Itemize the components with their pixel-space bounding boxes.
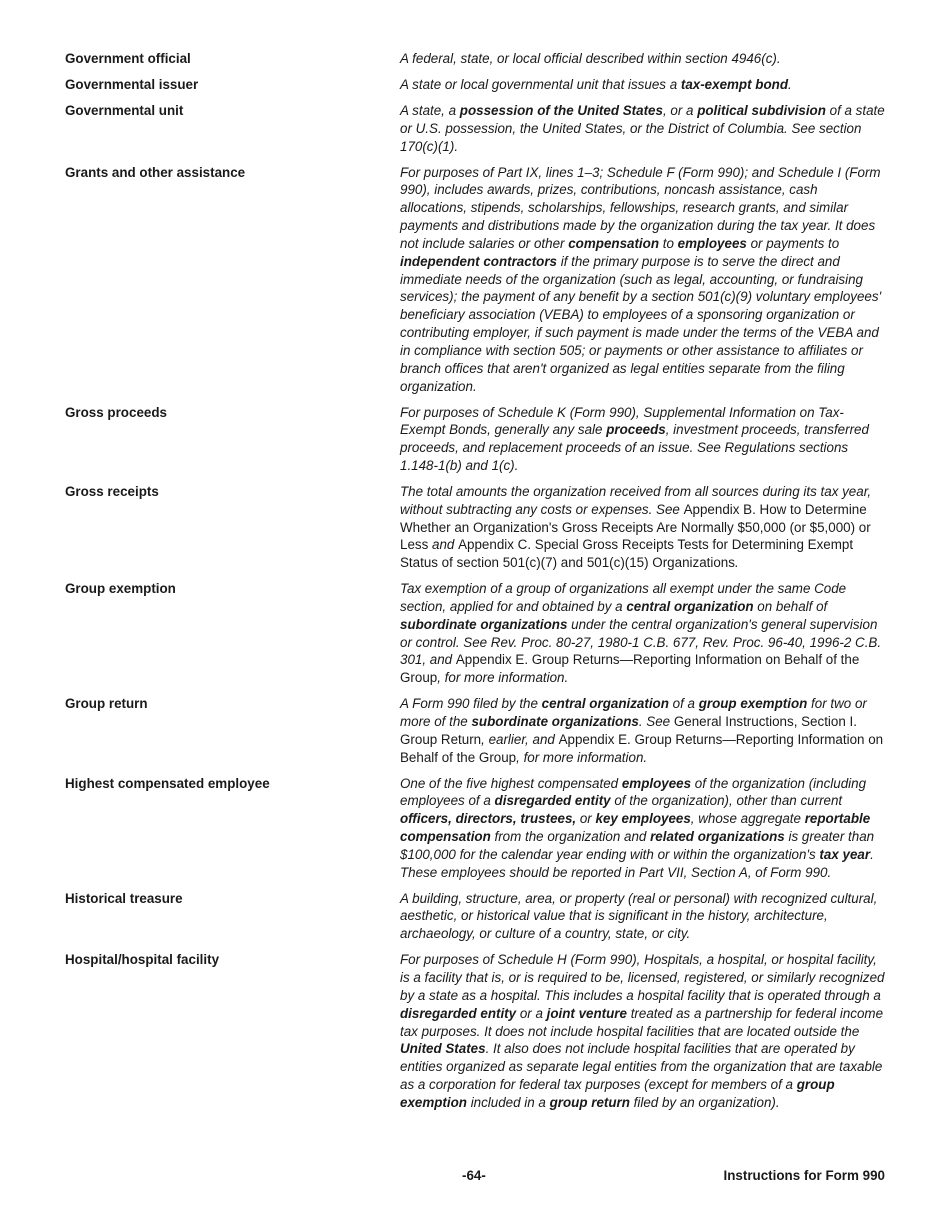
definition-text: of the organization), other than current <box>610 793 843 809</box>
defined-term-reference: tax year <box>819 846 871 862</box>
glossary-definition <box>400 164 885 396</box>
definition-text: or payments to <box>746 235 840 251</box>
defined-term-reference: central organization <box>541 696 669 712</box>
definition-text: One of the five highest compensated <box>400 775 622 791</box>
glossary-definition <box>400 404 885 475</box>
definition-text: A state, a <box>400 103 460 118</box>
defined-term-reference: United States <box>400 1041 486 1057</box>
glossary-entry <box>65 102 885 156</box>
defined-term-reference: compensation <box>568 235 660 251</box>
defined-term-reference: subordinate organizations <box>471 714 639 729</box>
glossary-entry <box>65 951 885 1112</box>
definition-text: . <box>734 555 739 571</box>
glossary-definition <box>400 76 885 94</box>
glossary-entry <box>65 404 885 475</box>
glossary-term: Group return <box>65 696 148 712</box>
defined-term-reference: officers, directors, trustees, <box>400 811 577 827</box>
definition-text: on behalf of <box>753 598 828 614</box>
glossary-term: Grants and other assistance <box>65 164 246 180</box>
defined-term-reference: disregarded entity <box>494 793 611 809</box>
glossary-term: Group exemption <box>65 581 176 597</box>
defined-term-reference: key employees <box>595 811 691 827</box>
glossary-list <box>65 50 885 1120</box>
form-title: Instructions for Form 990 <box>723 1168 885 1183</box>
definition-text: For purposes of Schedule H (Form 990), Hospitals, a hospital, or hospital facility, is a facility that is, or is required to be, licensed, registered, or similarly recognized by a state as a hospital. This includes a hospital facility that is operated through a <box>400 952 885 1003</box>
definition-text: , earlier, and <box>481 731 559 747</box>
defined-term-reference: central organization <box>626 598 754 614</box>
glossary-entry <box>65 164 885 396</box>
page-number: -64- <box>462 1168 486 1183</box>
defined-term-reference: possession of the United States <box>459 103 663 118</box>
definition-text: if the primary purpose is to serve the direct and immediate needs of the organization (such as legal, accounting, or fundraising services); the payment of any benefit by a section 501(c)(9) voluntary employees' beneficiary association (VEBA) to employees of a sponsoring organization or contributing employer, if such payment is made under the terms of the VEBA and in compliance with section 505; or payments or other assistance to affiliates or branch offices that aren't organized as legal entities separate from the filing organization. <box>400 253 882 394</box>
glossary-term: Governmental issuer <box>65 77 199 92</box>
glossary-definition <box>400 890 885 944</box>
glossary-term: Gross proceeds <box>65 404 167 420</box>
glossary-term: Governmental unit <box>65 103 184 118</box>
definition-text: of a <box>668 696 699 712</box>
definition-text: included in a <box>466 1094 550 1110</box>
glossary-definition <box>400 483 885 572</box>
page-footer <box>0 1168 950 1186</box>
definition-text: and <box>428 537 459 553</box>
definition-text: filed by an organization). <box>629 1094 780 1110</box>
glossary-entry <box>65 50 885 68</box>
glossary-definition <box>400 580 885 687</box>
glossary-entry <box>65 76 885 94</box>
defined-term-reference: tax-exempt bond <box>680 77 788 92</box>
definition-text: to <box>659 235 678 251</box>
definition-text: Tax exemption of a group of organizations all exempt under the same Code section, applied for and obtained by a <box>400 581 847 614</box>
definition-text: A building, structure, area, or property (real or personal) with recognized cultural, aesthetic, or historical value that is significant in the history, architecture, archaeology, or culture of a country, state, or city. <box>400 890 878 942</box>
defined-term-reference: political subdivision <box>697 103 826 118</box>
glossary-entry <box>65 890 885 944</box>
section-reference: Appendix E. Group Returns—Reporting Information on Behalf of the Group <box>400 731 884 765</box>
definition-text: The total amounts the organization received from all sources during its tax year, without subtracting any costs or expenses. See <box>400 483 872 517</box>
glossary-term: Historical treasure <box>65 890 183 906</box>
glossary-definition <box>400 50 885 68</box>
defined-term-reference: employees <box>621 775 692 791</box>
glossary-entry <box>65 483 885 572</box>
definition-text: is greater than $100,000 for the calendar year ending with or within the organization's <box>400 829 875 862</box>
definition-text: or a <box>516 1005 547 1021</box>
definition-text: from the organization and <box>490 829 651 845</box>
definition-text: or <box>576 811 596 827</box>
defined-term-reference: employees <box>677 235 747 251</box>
section-reference: Appendix C. Special Gross Receipts Tests for Determining Exempt Status of section 501(c)(7) and 501(c)(15) Organizations <box>400 537 854 571</box>
defined-term-reference: independent contractors <box>400 253 557 269</box>
glossary-definition <box>400 951 885 1112</box>
definition-text: , for more information. <box>437 670 569 686</box>
glossary-entry <box>65 695 885 766</box>
glossary-term: Government official <box>65 51 191 66</box>
definition-text: . <box>788 77 792 92</box>
defined-term-reference: joint venture <box>546 1005 627 1021</box>
glossary-entry <box>65 775 885 882</box>
definition-text: of the organization (including employees of a <box>400 775 867 809</box>
defined-term-reference: related organizations <box>650 829 785 845</box>
definition-text: . It also does not include hospital facilities that are operated by entities organized as separate legal entities from the organization that are taxable as a corporation for federal tax purposes (except for members of a <box>400 1041 883 1093</box>
definition-text: A state or local governmental unit that issues a <box>400 77 681 92</box>
defined-term-reference: group exemption <box>400 1077 835 1110</box>
section-reference: Appendix B. How to Determine Whether an Organization's Gross Receipts Are Normally $50,000 (or $5,000) or Less <box>400 501 871 553</box>
definition-text: , for more information. <box>516 749 648 765</box>
defined-term-reference: group return <box>549 1094 630 1110</box>
glossary-definition <box>400 695 885 766</box>
definition-text: For purposes of Schedule K (Form 990), Supplemental Information on Tax-Exempt Bonds, generally any sale <box>400 404 844 438</box>
defined-term-reference: group exemption <box>698 696 808 712</box>
definition-text: of a state or U.S. possession, the United States, or the District of Columbia. See section 170(c)(1). <box>400 103 885 154</box>
glossary-term: Highest compensated employee <box>65 775 270 791</box>
glossary-definition <box>400 102 885 156</box>
defined-term-reference: subordinate organizations <box>400 616 568 632</box>
defined-term-reference: reportable compensation <box>400 811 871 845</box>
glossary-term: Gross receipts <box>65 483 159 499</box>
glossary-definition <box>400 775 885 882</box>
definition-text: . These employees should be reported in Part VII, Section A, of Form 990. <box>400 846 874 880</box>
definition-text: A federal, state, or local official described within section 4946(c). <box>400 51 781 66</box>
definition-text: , whose aggregate <box>690 811 805 827</box>
definition-text: . See <box>638 714 674 729</box>
glossary-term: Hospital/hospital facility <box>65 952 220 968</box>
definition-text: for two or more of the <box>400 696 867 729</box>
defined-term-reference: proceeds <box>606 422 666 438</box>
glossary-entry <box>65 580 885 687</box>
definition-text: For purposes of Part IX, lines 1–3; Schedule F (Form 990); and Schedule I (Form 990), includes awards, prizes, contributions, noncash assistance, cash allocations, stipends, scholarships, fellowships, research grants, and similar payments and distributions made by the organization during the tax year. It does not include salaries or other <box>400 164 881 251</box>
definition-text: under the central organization's general supervision or control. See Rev. Proc. 80-27, 1980-1 C.B. 677, Rev. Proc. 96-40, 1996-2 C.B. 301, and <box>400 616 882 668</box>
defined-term-reference: disregarded entity <box>400 1005 517 1021</box>
definition-text: treated as a partnership for federal income tax purposes. It does not include hospital facilities that are located outside the <box>400 1005 884 1039</box>
definition-text: , investment proceeds, transferred proceeds, and replacement proceeds of an issue. See Regulations sections 1.148-1(b) and 1(c). <box>400 422 869 474</box>
definition-text: A Form 990 filed by the <box>400 696 542 712</box>
definition-text: , or a <box>662 103 698 118</box>
section-reference: General Instructions, Section I. Group Return <box>400 714 857 747</box>
section-reference: Appendix E. Group Returns—Reporting Information on Behalf of the Group <box>400 652 860 686</box>
